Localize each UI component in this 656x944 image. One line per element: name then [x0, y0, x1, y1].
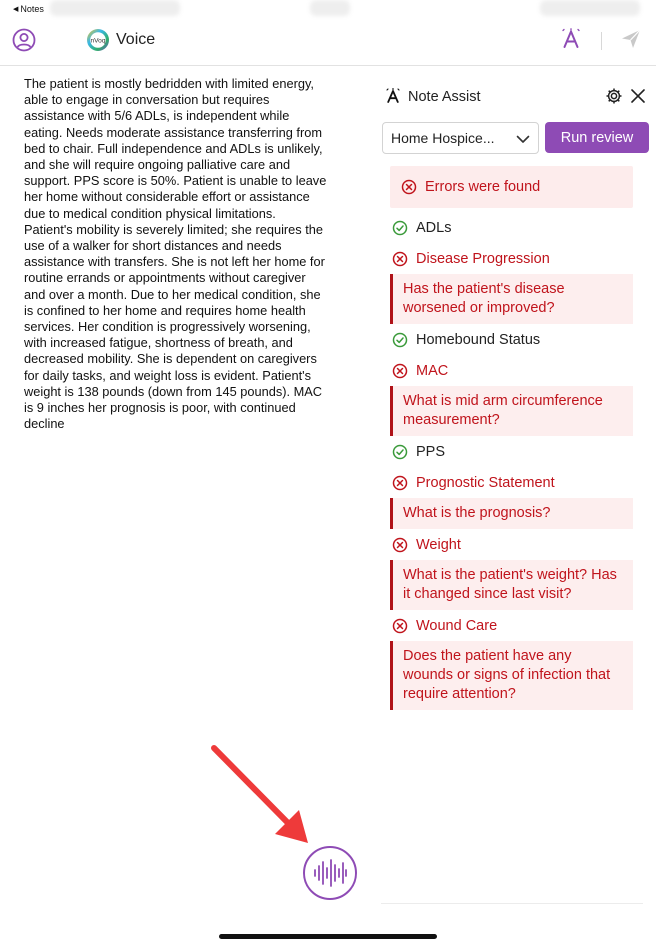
check-circle-icon	[392, 444, 408, 460]
check-question: What is the patient's weight? Has it changed since last visit?	[390, 560, 633, 610]
check-question: Does the patient have any wounds or signs of infection that require attention?	[390, 641, 633, 710]
chevron-down-icon	[516, 132, 530, 146]
x-circle-icon	[392, 363, 408, 379]
check-question: What is mid arm circumference measurement?	[390, 386, 633, 436]
check-label: PPS	[416, 443, 446, 460]
toolbar-divider	[601, 32, 602, 50]
waveform-icon	[312, 858, 348, 888]
x-circle-icon	[392, 251, 408, 267]
check-circle-icon	[392, 332, 408, 348]
user-icon[interactable]	[12, 28, 36, 52]
check-item[interactable]	[390, 355, 633, 386]
check-label: Disease Progression	[416, 250, 550, 267]
blurred-region	[310, 0, 350, 16]
dictation-button[interactable]	[303, 846, 357, 900]
blurred-region	[540, 0, 640, 16]
top-bar	[0, 18, 656, 66]
x-circle-icon	[392, 475, 408, 491]
template-select-value: Home Hospice...	[391, 130, 495, 146]
gear-icon[interactable]	[605, 87, 623, 105]
check-item[interactable]	[390, 243, 633, 274]
check-label: ADLs	[416, 219, 452, 236]
check-label: Homebound Status	[416, 331, 541, 348]
review-results	[390, 166, 633, 710]
check-label: MAC	[416, 362, 449, 379]
app-title: Voice	[116, 31, 156, 48]
check-label: Prognostic Statement	[416, 474, 555, 491]
brand	[86, 28, 155, 52]
x-circle-icon	[401, 179, 417, 195]
check-item[interactable]	[390, 324, 633, 355]
x-circle-icon	[392, 537, 408, 553]
check-item[interactable]	[390, 529, 633, 560]
errors-banner	[390, 166, 633, 208]
status-bar	[0, 0, 656, 18]
panel-title: Note Assist	[408, 89, 481, 105]
check-item[interactable]	[390, 436, 633, 467]
check-label: Weight	[416, 536, 461, 553]
note-text[interactable]: The patient is mostly bedridden with limited energy, able to engage in conversation but requires assistance with 5/6 ADLs, is independent while eating. Needs moderate assistance transferring from bed to chair. Full independence and ADLs is unlikely, and she will require ongoing palliative care and support. PPS score is 50%. Patient is unable to leave her home without considerable effort or assistance due to medical condition physical limitations. Patient's mobility is severely limited; she requires the use of a walker for short distances and needs assistance with transfers. She is not left her home for routine errands or appointments without caregiver and over a month. Due to her medical condition, she is confined to her home and requires home health services. Her condition is progressively worsening, with increased fatigue, shortness of breath, and decreased mobility. She is dependent on caregivers for daily tasks, and weight loss is evident. Patient's weight is 138 pounds (down from 145 pounds). MAC is 9 inches her prognosis is poor, with continued decline	[24, 76, 327, 432]
check-question: Has the patient's disease worsened or improved?	[390, 274, 633, 324]
check-circle-icon	[392, 220, 408, 236]
send-icon[interactable]	[620, 28, 642, 50]
x-circle-icon	[392, 618, 408, 634]
check-label: Wound Care	[416, 617, 498, 634]
template-select[interactable]	[382, 122, 539, 154]
check-list	[390, 212, 633, 710]
check-question: What is the prognosis?	[390, 498, 633, 529]
note-assist-logo-icon	[385, 88, 401, 104]
errors-banner-text: Errors were found	[425, 179, 541, 195]
nvoq-logo-icon	[86, 28, 110, 52]
panel-header	[381, 86, 643, 110]
home-indicator[interactable]	[219, 934, 437, 939]
run-review-button[interactable]: Run review	[545, 122, 649, 153]
back-triangle-icon: ◀	[13, 6, 19, 13]
back-label: Notes	[20, 4, 44, 14]
assist-icon[interactable]	[560, 28, 582, 50]
back-to-notes-link[interactable]	[13, 4, 44, 14]
logo-text: nVoq	[90, 37, 106, 45]
check-item[interactable]	[390, 467, 633, 498]
check-item[interactable]	[390, 212, 633, 243]
annotation-arrow	[205, 740, 315, 850]
close-icon[interactable]	[630, 88, 646, 104]
blurred-region	[50, 0, 180, 16]
note-assist-panel	[381, 78, 643, 904]
check-item[interactable]	[390, 610, 633, 641]
